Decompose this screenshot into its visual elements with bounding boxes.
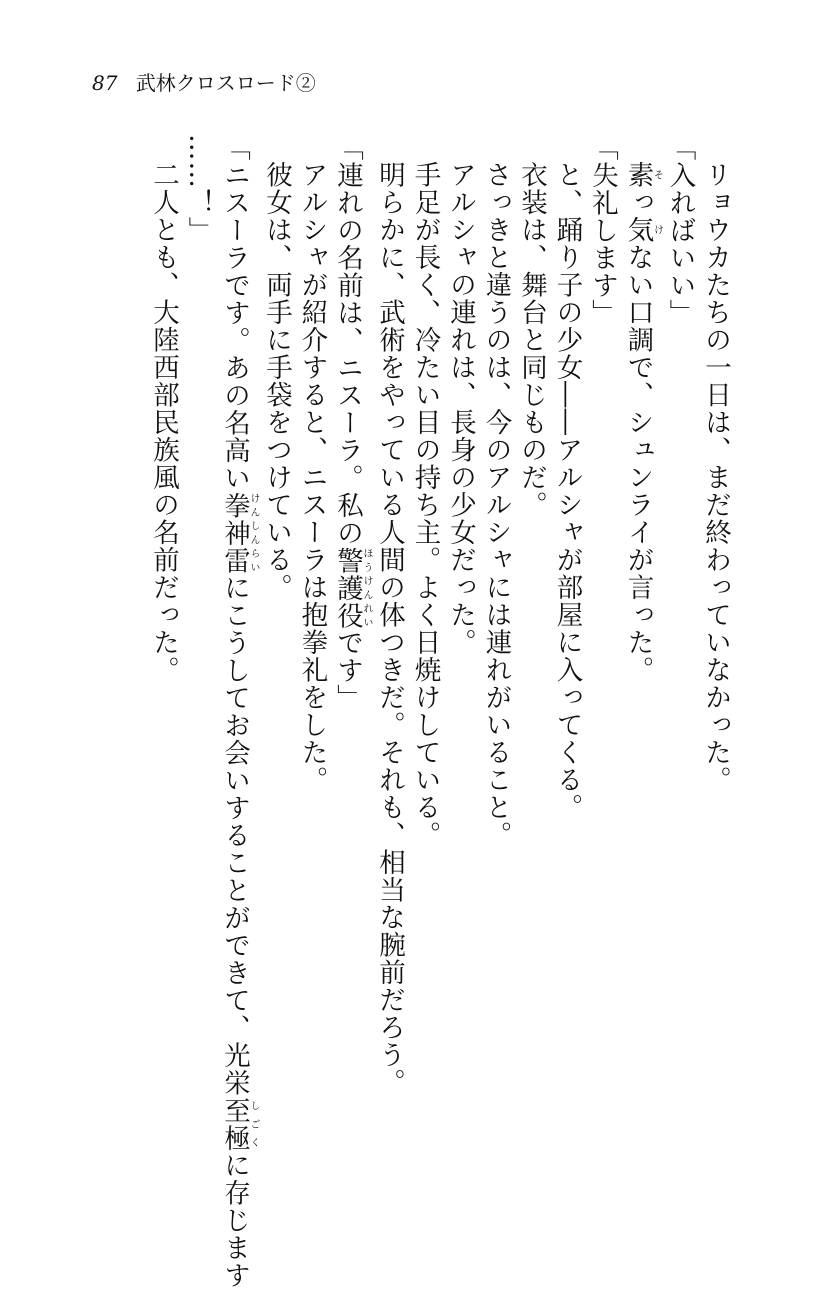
ruby-annotated-word <box>623 161 654 189</box>
ruby-base: 気 <box>623 216 654 244</box>
ruby-annotated-word <box>219 1097 250 1152</box>
text-segment: と、踊り子の少女――アルシャが部屋に入ってくる。 <box>552 161 583 821</box>
vertical-body-text <box>93 134 733 1144</box>
ruby-annotated-word <box>332 547 363 630</box>
text-line <box>549 134 585 1144</box>
text-line <box>585 134 621 1144</box>
ruby-reading: そ <box>652 161 663 189</box>
ruby-base: 至極 <box>219 1097 250 1152</box>
text-line <box>514 134 550 1144</box>
text-line <box>181 134 217 1144</box>
text-segment: 「失礼します」 <box>587 134 618 327</box>
text-line <box>330 134 372 1144</box>
text-segment: ……！」 <box>184 134 215 244</box>
text-segment: アルシャが紹介すると、ニスーラは抱拳礼をした。 <box>297 161 328 794</box>
ruby-reading: けんしんらい <box>248 492 259 575</box>
text-segment: っ <box>623 189 654 217</box>
ruby-annotated-word <box>623 216 654 244</box>
text-line <box>662 134 698 1144</box>
page-number: 87 <box>92 71 117 95</box>
text-segment: リョウカたちの一日は、まだ終わっていなかった。 <box>700 161 731 794</box>
ruby-base: 拳神雷 <box>219 492 250 575</box>
book-title: 武林クロスロード② <box>136 71 316 95</box>
text-segment: に存じます <box>219 1152 250 1289</box>
text-line <box>259 134 295 1144</box>
text-segment: 衣装は、舞台と同じものだ。 <box>516 161 547 519</box>
ruby-reading: け <box>652 216 663 244</box>
text-line <box>698 134 734 1144</box>
text-segment: さっきと違うのは、今のアルシャには連れがいること。 <box>481 161 512 849</box>
text-segment: 二人とも、大陸西部民族風の名前だった。 <box>148 161 179 684</box>
text-line <box>372 134 408 1144</box>
text-segment: ない口調で、シュンライが言った。 <box>623 244 654 684</box>
text-segment: 「入ればいい」 <box>665 134 696 327</box>
text-line <box>443 134 479 1144</box>
text-line <box>217 134 259 1144</box>
ruby-reading: ほうけんれい <box>361 547 372 630</box>
text-segment: アルシャの連れは、長身の少女だった。 <box>445 161 476 656</box>
ruby-annotated-word <box>219 492 250 575</box>
ruby-base: 素 <box>623 161 654 189</box>
ruby-reading: しごく <box>248 1097 259 1152</box>
text-segment: です」 <box>332 629 363 712</box>
text-segment: 「連れの名前は、ニスーラ。私の <box>332 134 363 547</box>
text-line <box>407 134 443 1144</box>
text-segment: 手足が長く、冷たい目の持ち主。よく日焼けしている。 <box>410 161 441 849</box>
ruby-base: 警護役 <box>332 547 363 630</box>
text-segment: 「ニスーラです。あの名高い <box>219 134 250 492</box>
text-segment: 明らかに、武術をやっている人間の体つきだ。それも、相当な腕前だろう。 <box>374 161 405 1096</box>
text-line <box>146 134 182 1144</box>
text-line <box>478 134 514 1144</box>
text-segment: にこうしてお会いすることができて、光栄 <box>219 574 250 1097</box>
text-segment: 彼女は、両手に手袋をつけている。 <box>261 161 292 601</box>
text-line <box>294 134 330 1144</box>
running-header <box>92 71 316 95</box>
text-line <box>620 134 662 1144</box>
